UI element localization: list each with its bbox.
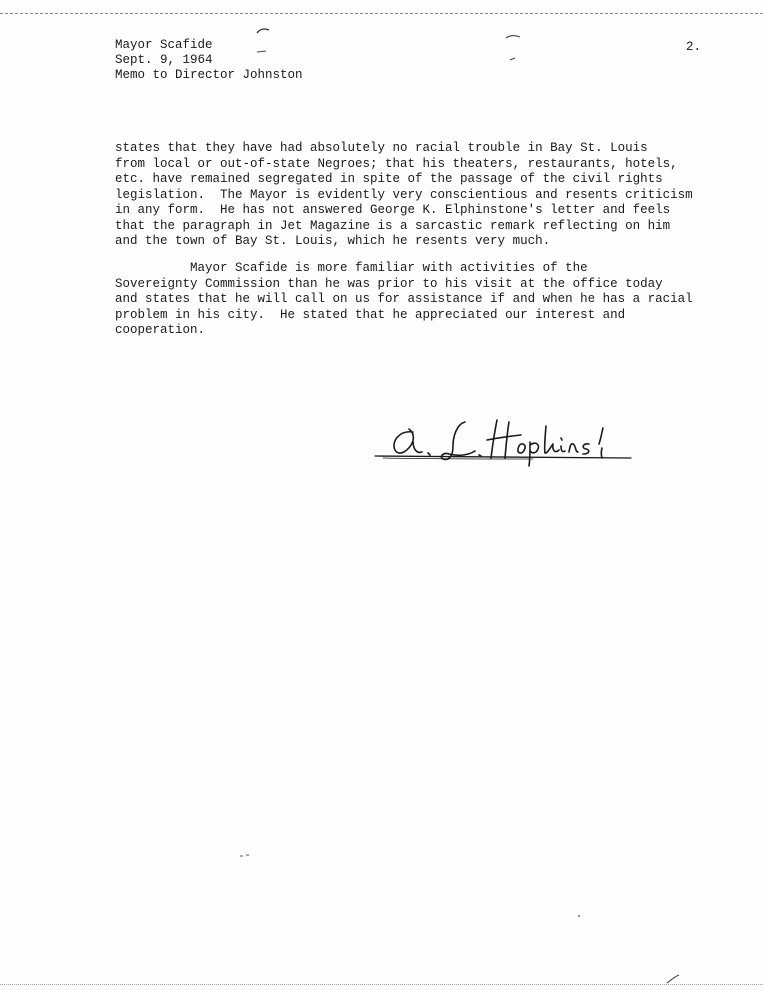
header-date: Sept. 9, 1964: [115, 53, 213, 67]
paragraph-2-line: problem in his city. He stated that he appreciated our interest and: [115, 307, 626, 322]
scan-top-edge: [0, 13, 763, 14]
paragraph-2-line: cooperation.: [115, 323, 206, 337]
paragraph-1-line: and the town of Bay St. Louis, which he resents very much.: [115, 234, 551, 248]
scan-speck: [664, 972, 682, 986]
handwritten-signature: [373, 408, 635, 468]
paragraph-1-line: etc. have remained segregated in spite of the passage of the civil rights: [115, 172, 663, 186]
scan-speck: [238, 852, 254, 860]
page-number: 2.: [686, 40, 702, 54]
scan-bottom-edge: [0, 984, 763, 985]
paragraph-1-line: that the paragraph in Jet Magazine is a sarcastic remark reflecting on him: [115, 218, 671, 233]
scan-speck: [254, 48, 270, 56]
header-subject: Memo to Director Johnston: [115, 68, 303, 82]
scan-speck: [575, 912, 583, 920]
paragraph-2-line: Mayor Scafide is more familiar with activities of the: [115, 261, 588, 275]
paragraph-1: [115, 141, 715, 250]
paragraph-1-line: from local or out-of-state Negroes; that his theaters, restaurants, hotels,: [115, 156, 678, 171]
paragraph-2-line: and states that he will call on us for assistance if and when he has a racial: [115, 292, 693, 306]
paragraph-1-line: states that they have had absolutely no racial trouble in Bay St. Louis: [115, 141, 648, 155]
scan-speck: [254, 25, 274, 37]
scan-speck: [507, 55, 519, 63]
paragraph-1-line: legislation. The Mayor is evidently very conscientious and resents criticism: [115, 187, 693, 202]
paragraph-1-line: in any form. He has not answered George K. Elphinstone's letter and feels: [115, 203, 671, 217]
paragraph-2: [115, 261, 715, 339]
header-addressee: Mayor Scafide: [115, 38, 213, 52]
scan-speck: [503, 32, 523, 42]
paragraph-2-line: Sovereignty Commission than he was prior to his visit at the office today: [115, 276, 663, 291]
